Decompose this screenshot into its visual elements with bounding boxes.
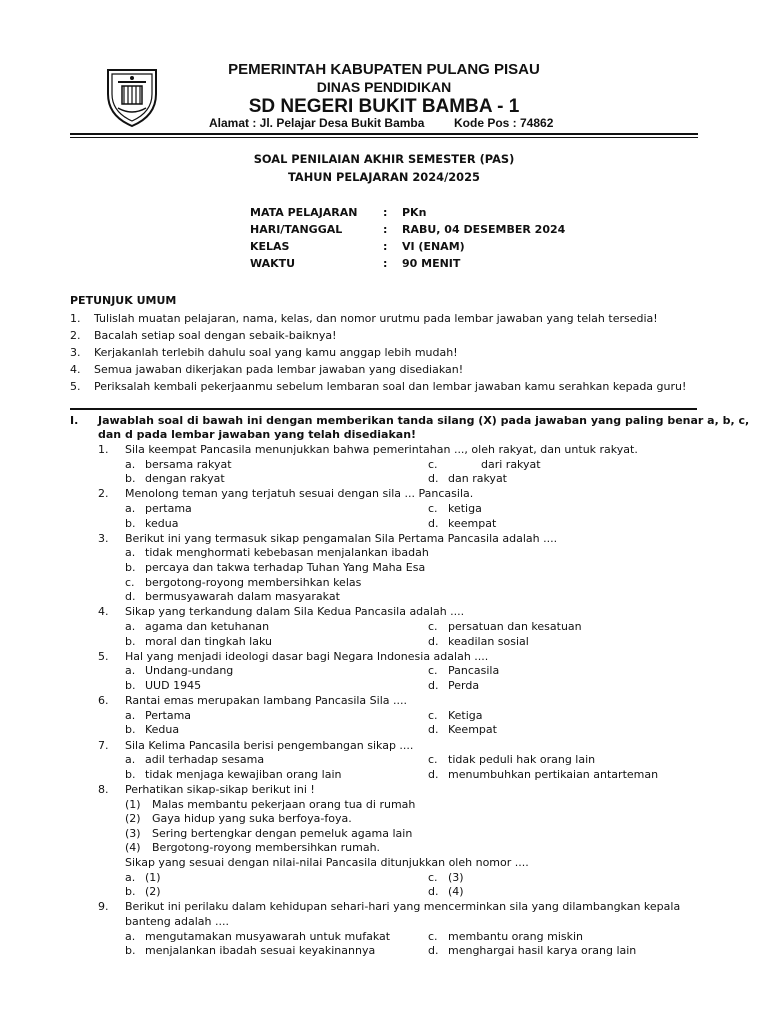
option-letter: a. — [125, 870, 136, 884]
option-text: keempat — [448, 516, 497, 530]
question-text: Berikut ini perilaku dalam kehidupan sehari-hari yang mencerminkan sila yang dilambangkan kepala — [125, 900, 681, 914]
option-text: Kedua — [145, 723, 180, 737]
option-text: UUD 1945 — [145, 679, 202, 692]
option-letter: c. — [428, 870, 438, 884]
exam-title: SOAL PENILAIAN AKHIR SEMESTER (PAS) — [253, 152, 515, 166]
option-letter: c. — [428, 664, 438, 678]
option-text: (2) — [145, 885, 161, 899]
option-letter: c. — [428, 708, 438, 722]
question-text: Menolong teman yang terjatuh sesuai dengan sila ... Pancasila. — [125, 487, 474, 501]
question-number: 4. — [98, 605, 109, 619]
option-letter: a. — [125, 546, 136, 560]
option-text: (3) — [448, 870, 464, 884]
question-number: 8. — [98, 783, 109, 796]
option-text: Ketiga — [448, 708, 483, 722]
question-number: 7. — [98, 738, 109, 752]
option-letter: c. — [428, 457, 438, 471]
question-text: Perhatikan sikap-sikap berikut ini ! — [125, 783, 315, 796]
option-text: mengutamakan musyawarah untuk mufakat — [145, 929, 391, 943]
option-letter: a. — [125, 753, 136, 767]
option-letter: a. — [125, 708, 136, 722]
option-letter: b. — [125, 944, 136, 958]
statement-text: Gaya hidup yang suka berfoya-foya. — [152, 812, 352, 826]
option-letter: b. — [125, 472, 136, 486]
instruction-text: Periksalah kembali pekerjaanmu sebelum lembaran soal dan lembar jawaban kamu serahkan kepada guru! — [94, 380, 687, 393]
option-text: moral dan tingkah laku — [145, 634, 272, 648]
instruction-number: 4. — [70, 363, 81, 376]
option-text: menghargai hasil karya orang lain — [448, 944, 637, 958]
meta-value: 90 MENIT — [402, 257, 461, 270]
statement-text: Bergotong-royong membersihkan rumah. — [152, 841, 381, 855]
option-letter: d. — [428, 885, 439, 899]
question-number: 5. — [98, 649, 109, 663]
instructions-heading: PETUNJUK UMUM — [70, 294, 177, 307]
option-letter: b. — [125, 634, 136, 648]
option-text: dan rakyat — [448, 472, 507, 486]
option-text: bersama rakyat — [145, 457, 232, 471]
option-text: tidak menjaga kewajiban orang lain — [145, 767, 342, 781]
statement-number: (2) — [125, 812, 141, 826]
option-letter: b. — [125, 885, 136, 899]
option-letter: a. — [125, 457, 136, 471]
option-letter: c. — [428, 929, 438, 943]
option-letter: d. — [428, 767, 439, 781]
question-text: banteng adalah .... — [125, 915, 229, 928]
question-text: Hal yang menjadi ideologi dasar bagi Negara Indonesia adalah .... — [125, 649, 489, 663]
question-prompt: Sikap yang sesuai dengan nilai-nilai Pancasila ditunjukkan oleh nomor .... — [125, 856, 529, 869]
question-number: 3. — [98, 531, 109, 545]
question-text: Berikut ini yang termasuk sikap pengamalan Sila Pertama Pancasila adalah .... — [125, 531, 558, 545]
option-text: dari rakyat — [481, 457, 541, 471]
meta-value: RABU, 04 DESEMBER 2024 — [402, 223, 566, 236]
option-letter: b. — [125, 561, 136, 574]
meta-value: VI (ENAM) — [402, 240, 465, 253]
option-letter: d. — [428, 723, 439, 737]
meta-colon: : — [383, 257, 388, 270]
option-text: percaya dan takwa terhadap Tuhan Yang Maha Esa — [145, 561, 426, 574]
instruction-text: Tulislah muatan pelajaran, nama, kelas, dan nomor urutmu pada lembar jawaban yang telah tersedia! — [94, 312, 658, 325]
meta-label: MATA PELAJARAN — [250, 206, 358, 219]
option-text: Pertama — [145, 708, 192, 722]
option-letter: b. — [125, 679, 136, 692]
option-letter: b. — [125, 723, 136, 737]
option-text: agama dan ketuhanan — [145, 620, 270, 633]
option-letter: a. — [125, 502, 136, 515]
question-number: 1. — [98, 443, 109, 456]
meta-label: KELAS — [250, 240, 290, 253]
option-text: pertama — [145, 502, 192, 515]
section-number: I. — [70, 414, 79, 427]
section-instruction-cont: dan d pada lembar jawaban yang telah disediakan! — [98, 428, 417, 441]
option-letter: a. — [125, 664, 136, 678]
option-letter: d. — [428, 634, 439, 648]
meta-colon: : — [383, 206, 388, 219]
exam-year: TAHUN PELAJARAN 2024/2025 — [288, 170, 480, 184]
option-text: Keempat — [448, 723, 497, 737]
instruction-text: Kerjakanlah terlebih dahulu soal yang kamu anggap lebih mudah! — [94, 346, 458, 359]
meta-colon: : — [383, 223, 388, 236]
header-school-name: SD NEGERI BUKIT BAMBA - 1 — [248, 96, 520, 117]
header-department: DINAS PENDIDIKAN — [316, 79, 452, 95]
option-text: menjalankan ibadah sesuai keyakinannya — [145, 944, 376, 958]
instruction-number: 3. — [70, 346, 81, 359]
option-text: (1) — [145, 870, 161, 884]
option-text: menumbuhkan pertikaian antarteman — [448, 767, 659, 781]
instruction-number: 2. — [70, 329, 81, 342]
section-instruction: Jawablah soal di bawah ini dengan memberikan tanda silang (X) pada jawaban yang paling benar a, b, c, — [98, 414, 750, 427]
header-postal-code: Kode Pos : 74862 — [454, 116, 554, 130]
question-number: 9. — [98, 900, 109, 914]
header-address: Alamat : Jl. Pelajar Desa Bukit Bamba — [209, 116, 425, 130]
option-letter: d. — [125, 590, 136, 604]
option-text: keadilan sosial — [448, 634, 529, 648]
instruction-number: 5. — [70, 380, 81, 393]
option-text: tidak menghormati kebebasan menjalankan ibadah — [145, 546, 429, 560]
option-text: tidak peduli hak orang lain — [448, 753, 596, 767]
statement-number: (1) — [125, 797, 141, 811]
meta-label: WAKTU — [250, 257, 296, 270]
question-number: 6. — [98, 694, 109, 708]
statement-text: Malas membantu pekerjaan orang tua di rumah — [152, 797, 416, 811]
option-text: Undang-undang — [145, 664, 234, 678]
question-text: Sila keempat Pancasila menunjukkan bahwa pemerintahan ..., oleh rakyat, dan untuk rakyat. — [125, 443, 638, 456]
option-text: kedua — [145, 516, 179, 530]
option-letter: c. — [428, 620, 438, 633]
meta-colon: : — [383, 240, 388, 253]
option-letter: c. — [125, 575, 135, 589]
option-letter: d. — [428, 679, 439, 692]
instruction-text: Bacalah setiap soal dengan sebaik-baiknya! — [94, 329, 337, 342]
option-letter: c. — [428, 753, 438, 767]
statement-number: (4) — [125, 841, 141, 855]
question-text: Sikap yang terkandung dalam Sila Kedua Pancasila adalah .... — [125, 605, 465, 619]
option-letter: c. — [428, 502, 438, 515]
option-text: ketiga — [448, 502, 482, 515]
option-text: (4) — [448, 885, 464, 899]
option-text: bergotong-royong membersihkan kelas — [145, 575, 362, 589]
question-number: 2. — [98, 487, 109, 501]
option-text: bermusyawarah dalam masyarakat — [145, 590, 340, 604]
option-text: membantu orang miskin — [448, 929, 584, 943]
section-divider — [70, 408, 697, 410]
option-text: persatuan dan kesatuan — [448, 620, 582, 633]
option-letter: a. — [125, 929, 136, 943]
question-text: Rantai emas merupakan lambang Pancasila Sila .... — [125, 694, 407, 708]
option-letter: d. — [428, 516, 439, 530]
instruction-number: 1. — [70, 312, 81, 325]
meta-label: HARI/TANGGAL — [250, 223, 343, 236]
header-rule-thin — [70, 137, 698, 138]
meta-value: PKn — [402, 206, 427, 219]
header-government: PEMERINTAH KABUPATEN PULANG PISAU — [228, 61, 540, 78]
statement-text: Sering bertengkar dengan pemeluk agama lain — [152, 826, 413, 840]
option-letter: d. — [428, 944, 439, 958]
option-letter: b. — [125, 516, 136, 530]
option-text: adil terhadap sesama — [145, 753, 265, 767]
option-letter: d. — [428, 472, 439, 486]
header-rule-thick — [70, 133, 698, 135]
option-text: Perda — [448, 679, 480, 692]
option-letter: a. — [125, 620, 136, 633]
option-letter: b. — [125, 767, 136, 781]
statement-number: (3) — [125, 826, 141, 840]
option-text: Pancasila — [448, 664, 500, 678]
instruction-text: Semua jawaban dikerjakan pada lembar jawaban yang disediakan! — [94, 363, 464, 376]
option-text: dengan rakyat — [145, 472, 225, 486]
question-text: Sila Kelima Pancasila berisi pengembangan sikap .... — [125, 738, 414, 752]
